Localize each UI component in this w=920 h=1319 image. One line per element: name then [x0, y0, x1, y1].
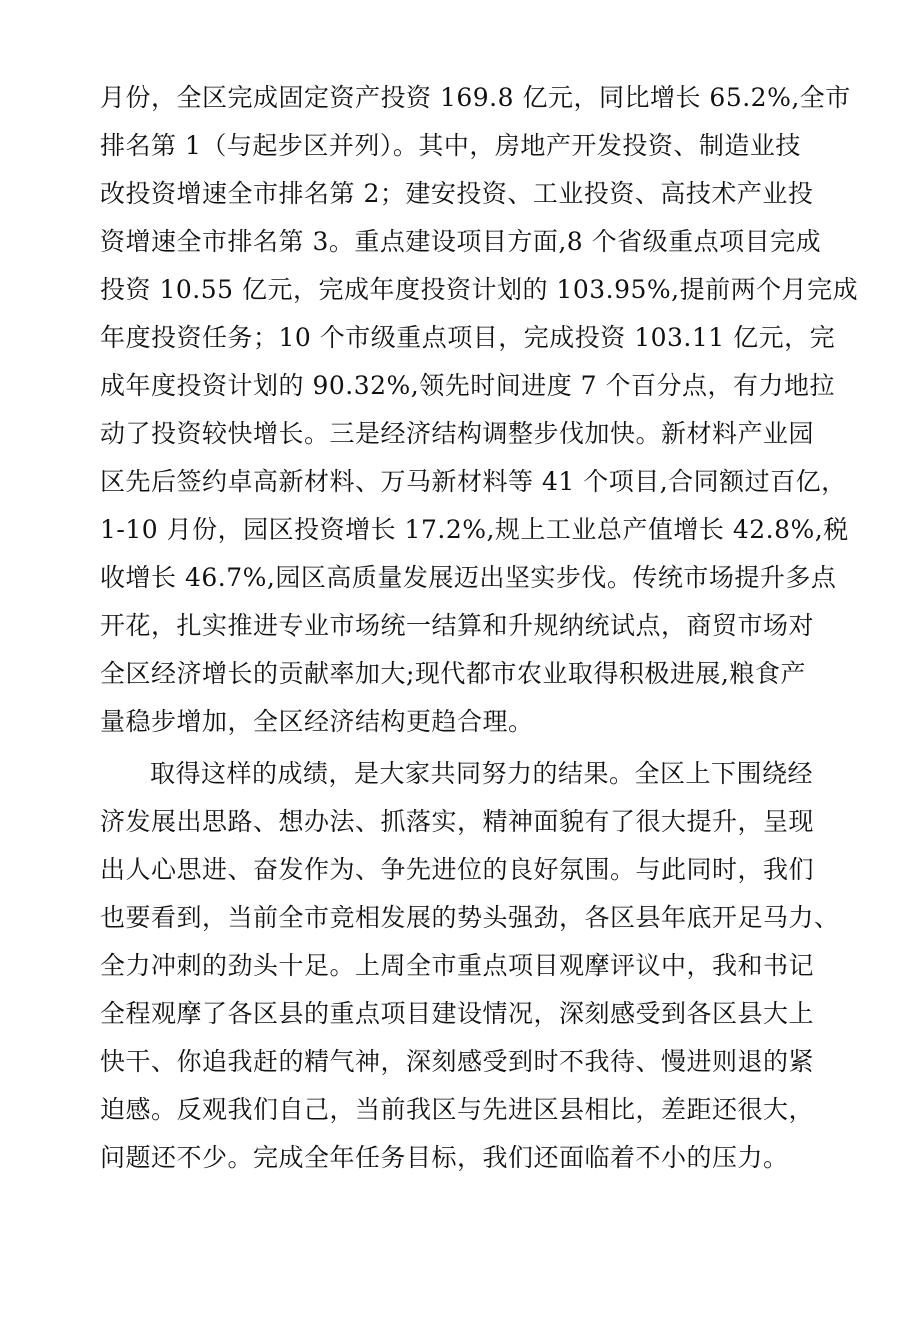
paragraph-1-line: 年度投资任务；10 个市级重点项目，完成投资 103.11 亿元，完: [100, 323, 836, 352]
paragraph-2-line: 全程观摩了各区县的重点项目建设情况，深刻感受到各区县大上: [100, 999, 815, 1028]
paragraph-2-line: 也要看到，当前全市竞相发展的势头强劲，各区县年底开足马力、: [100, 903, 840, 932]
paragraph-2-line: 取得这样的成绩，是大家共同努力的结果。全区上下围绕经: [150, 759, 814, 788]
paragraph-1-line: 资增速全市排名第 3。重点建设项目方面,8 个省级重点项目完成: [100, 227, 822, 256]
paragraph-2-line: 问题还不少。完成全年任务目标，我们还面临着不小的压力。: [100, 1143, 789, 1172]
paragraph-1-line: 全区经济增长的贡献率加大;现代都市农业取得积极进展,粮食产: [100, 659, 806, 688]
paragraph-1-line: 区先后签约卓高新材料、万马新材料等 41 个项目,合同额过百亿，: [100, 467, 847, 496]
paragraph-2-line: 迫感。反观我们自己，当前我区与先进区县相比，差距还很大，: [100, 1095, 815, 1124]
paragraph-2-line: 全力冲刺的劲头十足。上周全市重点项目观摩评议中，我和书记: [100, 951, 815, 980]
paragraph-2-line: 快干、你追我赶的精气神，深刻感受到时不我待、慢进则退的紧: [100, 1047, 815, 1076]
paragraph-1-line: 月份，全区完成固定资产投资 169.8 亿元，同比增长 65.2%,全市: [100, 83, 851, 112]
paragraph-1-line: 改投资增速全市排名第 2；建安投资、工业投资、高技术产业投: [100, 179, 814, 208]
paragraph-1-line: 量稳步增加，全区经济结构更趋合理。: [100, 707, 534, 736]
paragraph-1-line: 投资 10.55 亿元，完成年度投资计划的 103.95%,提前两个月完成: [100, 275, 859, 304]
paragraph-2-line: 出人心思进、奋发作为、争先进位的良好氛围。与此同时，我们: [100, 855, 815, 884]
paragraph-1-line: 成年度投资计划的 90.32%,领先时间进度 7 个百分点，有力地拉: [100, 371, 836, 400]
paragraph-2-line: 济发展出思路、想办法、抓落实，精神面貌有了很大提升，呈现: [100, 807, 815, 836]
paragraph-1-line: 排名第 1（与起步区并列）。其中，房地产开发投资、制造业技: [100, 131, 801, 160]
paragraph-1-line: 开花，扎实推进专业市场统一结算和升规纳统试点，商贸市场对: [100, 611, 815, 640]
paragraph-1-line: 收增长 46.7%,园区高质量发展迈出坚实步伐。传统市场提升多点: [100, 563, 837, 592]
paragraph-1-line: 1-10 月份，园区投资增长 17.2%,规上工业总产值增长 42.8%,税: [100, 515, 849, 544]
paragraph-1-line: 动了投资较快增长。三是经济结构调整步伐加快。新材料产业园: [100, 419, 815, 448]
